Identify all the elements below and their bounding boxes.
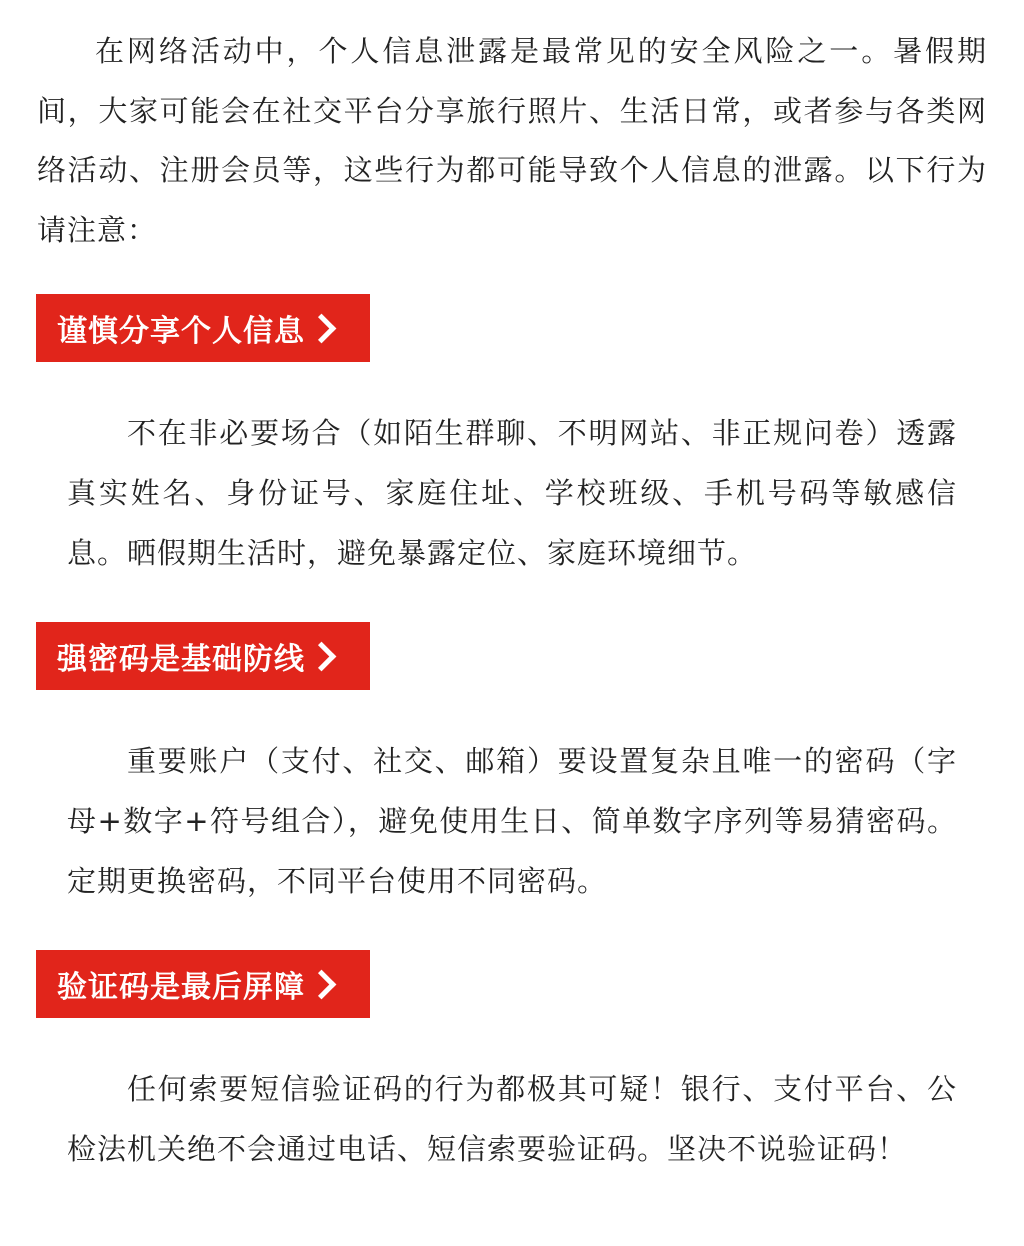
- section-header-strong-password: [36, 622, 370, 690]
- chevron-right-icon: [307, 642, 337, 672]
- section-body-share-info: 不在非必要场合（如陌生群聊、不明网站、非正规问卷）透露真实姓名、身份证号、家庭住址、学校班级、手机号码等敏感信息。晒假期生活时，避免暴露定位、家庭环境细节。: [67, 416, 957, 570]
- chevron-right-icon: [307, 314, 337, 344]
- section-header-verification-code: [36, 950, 370, 1018]
- section-title: 强密码是基础防线: [57, 642, 305, 677]
- section-body-verification-code: 任何索要短信验证码的行为都极其可疑！银行、支付平台、公检法机关绝不会通过电话、短信索要验证码。坚决不说验证码！: [67, 1072, 957, 1166]
- chevron-right-icon: [307, 970, 337, 1000]
- section-body-strong-password: 重要账户（支付、社交、邮箱）要设置复杂且唯一的密码（字母+数字+符号组合），避免使用生日、简单数字序列等易猜密码。定期更换密码，不同平台使用不同密码。: [67, 744, 957, 898]
- section-title: 验证码是最后屏障: [57, 970, 305, 1005]
- intro-paragraph: 在网络活动中，个人信息泄露是最常见的安全风险之一。暑假期间，大家可能会在社交平台分享旅行照片、生活日常，或者参与各类网络活动、注册会员等，这些行为都可能导致个人信息的泄露。以下行为请注意：: [37, 34, 987, 247]
- section-header-share-info: [36, 294, 370, 362]
- section-title: 谨慎分享个人信息: [57, 314, 305, 349]
